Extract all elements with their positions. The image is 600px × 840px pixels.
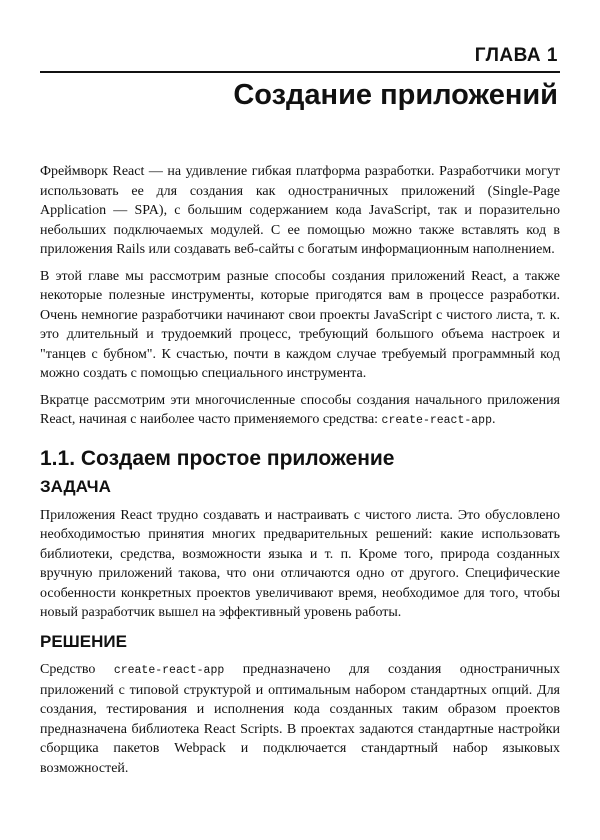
intro-paragraph-2: В этой главе мы рассмотрим разные способы создания приложений React, а также некоторые полезные инструменты, которые пригодятся вам в процессе разработки. Очень немногие разработчики начинают свои проекты JavaScript с чистого листа, т. к. это длительный и трудоемкий процесс, требующий большого объема настроек и "танцев с бубном". К счастью, почти в каждом случае требуемый программный код можно создать с помощью специального инструмента. xyxy=(40,268,560,381)
inline-code: create-react-app xyxy=(113,664,225,677)
solution-text-end: предназначено для создания одностраничных приложений с типовой структурой и оптимальным набором стандартных опций. Для создания, тестирования и исполнения кода созданных таким образом проектов предназначена библиотека React Scripts. В проектах задаются стандартные настройки сборщика пакетов Webpack и подключается стандартный набор языковых возможностей. xyxy=(40,662,560,776)
task-paragraph: Приложения React трудно создавать и настраивать с чистого листа. Это обусловлено необходимостью принятия многих предварительных решений: какие использовать библиотеки, средства, возможности языка и т. п. Кроме того, природа созданных вручную приложений такова, что они отличаются одно от другого. Специфические особенности конкретных проектов увеличивают время, необходимое для того, чтобы новый разработчик вышел на эффективный уровень работы. xyxy=(40,507,560,620)
header-rule xyxy=(40,71,560,73)
solution-heading: РЕШЕНИЕ xyxy=(40,631,127,651)
section-title: 1.1. Создаем простое приложение xyxy=(40,446,395,470)
intro-p3-text: Вкратце рассмотрим эти многочисленные способы создания начального приложения React, начиная с наиболее часто применяемого средства: xyxy=(40,392,560,427)
solution-text-start: Средство xyxy=(40,662,114,677)
page-body xyxy=(40,162,560,785)
chapter-label: ГЛАВА 1 xyxy=(474,45,558,66)
intro-paragraph-3 xyxy=(40,391,560,431)
task-heading: ЗАДАЧА xyxy=(40,477,111,496)
chapter-title: Создание приложений xyxy=(233,79,558,111)
intro-p3-end: . xyxy=(491,412,496,427)
solution-paragraph xyxy=(40,660,560,778)
inline-code: create-react-app xyxy=(381,414,492,427)
intro-paragraph-1: Фреймворк React — на удивление гибкая платформа разработки. Разработчики могут использовать ее для создания как одностраничных приложений (Single-Page Application — SPA), с большим содержанием кода JavaScript, так и поразительно небольших подключаемых модулей. С ее помощью можно также вставлять код в приложения Rails или создавать веб-сайты с богатым информационным наполнением. xyxy=(40,164,560,257)
